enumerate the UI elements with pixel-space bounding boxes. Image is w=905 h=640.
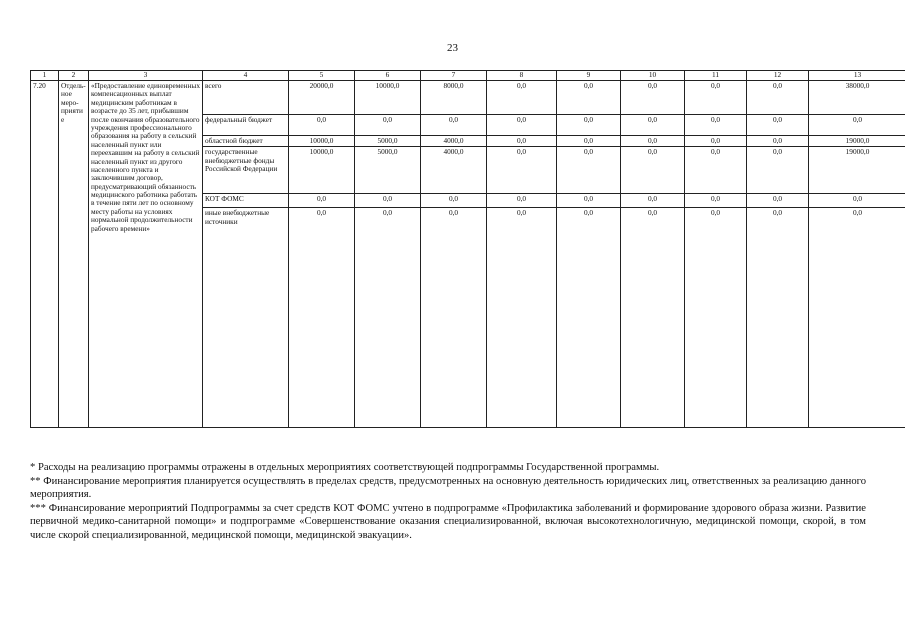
- footnotes: [30, 461, 866, 543]
- value-cell: 8000,0: [421, 81, 487, 115]
- value-cell: 0,0: [621, 208, 685, 428]
- value-cell: 0,0: [557, 115, 621, 136]
- value-cell: 0,0: [487, 147, 557, 194]
- financing-table: [30, 70, 905, 428]
- item-number: 7.20: [31, 81, 59, 428]
- column-number: 11: [685, 71, 747, 81]
- item-description: «Предоставление единовременных компенсационных выплат медицинским работникам в возрасте до 35 лет, прибывшим после окончания образовательного учреждения профессионального образования на работу в сельский населенный пункт или переехавшим на работу в сельский населенный пункт из другого населенного пункта и заключившим договор, предусматривающий обязанность медицинского работника работать в течение пяти лет по основному месту работы на условиях нормальной продолжительности рабочего времени»: [89, 81, 203, 428]
- column-number: 8: [487, 71, 557, 81]
- value-cell: 4000,0: [421, 147, 487, 194]
- value-cell: 0,0: [487, 136, 557, 147]
- value-cell: 0,0: [747, 208, 809, 428]
- column-number: 3: [89, 71, 203, 81]
- value-cell: 0,0: [685, 147, 747, 194]
- value-cell: 10000,0: [289, 147, 355, 194]
- value-cell: 0,0: [747, 81, 809, 115]
- value-cell: 0,0: [557, 208, 621, 428]
- value-cell: 0,0: [621, 147, 685, 194]
- value-cell: 0,0: [557, 81, 621, 115]
- column-number: 9: [557, 71, 621, 81]
- column-number: 12: [747, 71, 809, 81]
- funding-source: всего: [203, 81, 289, 115]
- value-cell: 0,0: [747, 115, 809, 136]
- value-cell: 0,0: [557, 194, 621, 208]
- value-cell: 0,0: [421, 115, 487, 136]
- value-cell: 0,0: [289, 194, 355, 208]
- value-cell: 5000,0: [355, 147, 421, 194]
- value-cell: 0,0: [487, 194, 557, 208]
- value-cell: 0,0: [355, 208, 421, 428]
- value-cell: 0,0: [487, 81, 557, 115]
- value-cell: 0,0: [685, 115, 747, 136]
- funding-source: областной бюджет: [203, 136, 289, 147]
- value-cell: 0,0: [289, 115, 355, 136]
- value-cell: 0,0: [355, 194, 421, 208]
- funding-source: иные внебюджетные источники: [203, 208, 289, 428]
- column-number: 10: [621, 71, 685, 81]
- column-number: 13: [809, 71, 905, 81]
- value-cell: 20000,0: [289, 81, 355, 115]
- value-cell: 0,0: [809, 208, 905, 428]
- value-cell: 0,0: [685, 194, 747, 208]
- value-cell: 0,0: [747, 136, 809, 147]
- value-cell: 38000,0: [809, 81, 905, 115]
- value-cell: 0,0: [621, 115, 685, 136]
- value-cell: 0,0: [747, 147, 809, 194]
- column-number: 5: [289, 71, 355, 81]
- item-type: Отдель-ное меро-приятие: [59, 81, 89, 428]
- column-number: 4: [203, 71, 289, 81]
- value-cell: 0,0: [685, 208, 747, 428]
- value-cell: 0,0: [487, 208, 557, 428]
- footnote: ** Финансирование мероприятия планируется осуществлять в пределах средств, предусмотренных на основную деятельность юридических лиц, ответственных за реализацию данного мероприятия.: [30, 475, 866, 501]
- column-number-row: [31, 71, 905, 81]
- value-cell: 0,0: [747, 194, 809, 208]
- value-cell: 0,0: [621, 81, 685, 115]
- value-cell: 0,0: [557, 136, 621, 147]
- table-row: [31, 81, 905, 115]
- funding-source: федеральный бюджет: [203, 115, 289, 136]
- value-cell: 0,0: [289, 208, 355, 428]
- value-cell: 0,0: [355, 115, 421, 136]
- funding-source: государственные внебюджетные фонды Российской Федерации: [203, 147, 289, 194]
- page-number: 23: [447, 42, 458, 54]
- column-number: 1: [31, 71, 59, 81]
- value-cell: 0,0: [685, 136, 747, 147]
- value-cell: 0,0: [809, 194, 905, 208]
- value-cell: 0,0: [421, 194, 487, 208]
- column-number: 6: [355, 71, 421, 81]
- value-cell: 5000,0: [355, 136, 421, 147]
- value-cell: 4000,0: [421, 136, 487, 147]
- value-cell: 0,0: [621, 194, 685, 208]
- footnote: *** Финансирование мероприятий Подпрограммы за счет средств КОТ ФОМС учтено в подпрограмме «Профилактика заболеваний и формирование здорового образа жизни. Развитие первичной медико-санитарной помощи» и подпрограмме «Совершенствование оказания специализированной, включая высокотехнологичную, медицинской помощи, скорой, в том числе скорой специализированной, медицинской помощи, медицинской эвакуации».: [30, 502, 866, 541]
- value-cell: 10000,0: [355, 81, 421, 115]
- value-cell: 0,0: [421, 208, 487, 428]
- value-cell: 0,0: [557, 147, 621, 194]
- value-cell: 19000,0: [809, 136, 905, 147]
- value-cell: 0,0: [685, 81, 747, 115]
- value-cell: 0,0: [809, 115, 905, 136]
- value-cell: 19000,0: [809, 147, 905, 194]
- value-cell: 0,0: [621, 136, 685, 147]
- footnote: * Расходы на реализацию программы отражены в отдельных мероприятиях соответствующей подпрограммы Государственной программы.: [30, 462, 660, 473]
- column-number: 7: [421, 71, 487, 81]
- column-number: 2: [59, 71, 89, 81]
- value-cell: 10000,0: [289, 136, 355, 147]
- value-cell: 0,0: [487, 115, 557, 136]
- funding-source: КОТ ФОМС: [203, 194, 289, 208]
